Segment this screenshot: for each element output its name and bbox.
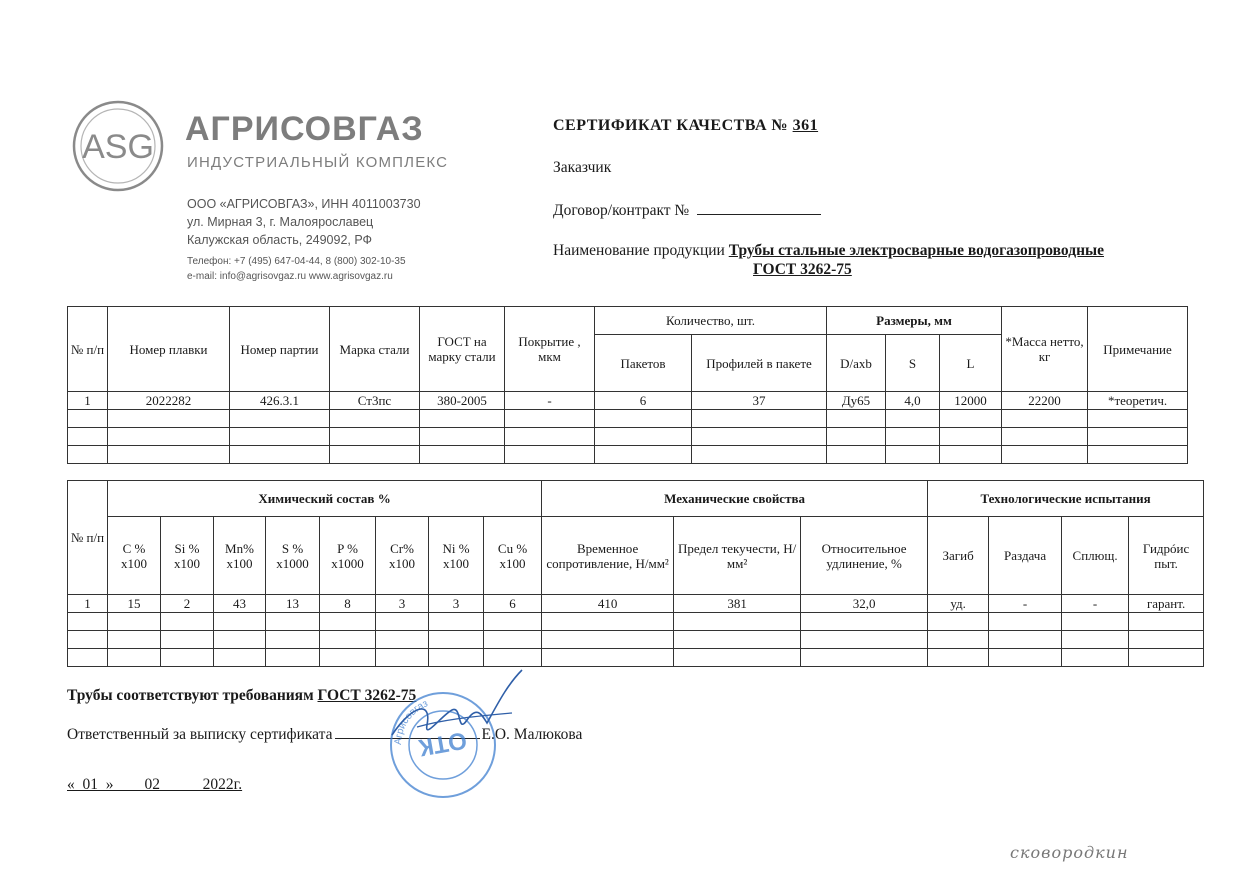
company-details [187, 195, 421, 284]
hdr-c: C % x100 [108, 517, 161, 595]
conformity-text: Трубы соответствуют требованиям [67, 687, 314, 704]
hdr-coating: Покрытие , мкм [505, 307, 595, 392]
cell-d: Ду65 [827, 392, 886, 410]
brand-subtitle: ИНДУСТРИАЛЬНЫЙ КОМПЛЕКС [187, 154, 449, 171]
hdr-yield: Предел текучести, Н/мм² [674, 517, 801, 595]
hdr-tensile: Временное сопротивление, Н/мм² [542, 517, 674, 595]
company-phone: Телефон: +7 (495) 647-04-44, 8 (800) 302-10-35 [187, 256, 406, 267]
cell-c: 15 [108, 595, 161, 613]
cell-batch: 426.3.1 [230, 392, 330, 410]
hdr-s: S [886, 335, 940, 392]
conformity-standard: ГОСТ 3262-75 [317, 687, 417, 704]
brand-name: АГРИСОВГАЗ [185, 110, 424, 148]
hdr-cu: Cu % x100 [484, 517, 542, 595]
cell-s: 13 [266, 595, 320, 613]
conformity-statement [67, 687, 416, 705]
product-label: Наименование продукции [553, 242, 725, 259]
hdr-hydro: Гидрóис пыт. [1129, 517, 1204, 595]
cell-num: 1 [68, 392, 108, 410]
product-field [553, 242, 1104, 260]
cell-coating: - [505, 392, 595, 410]
stamp-center-text: ОТК [416, 726, 469, 761]
cell-flatten: - [1062, 595, 1129, 613]
cell-gost: 380-2005 [420, 392, 505, 410]
company-logo [72, 100, 164, 192]
cell-cu: 6 [484, 595, 542, 613]
hdr-ni: Ni % x100 [429, 517, 484, 595]
stamp-ring-text: Агрисовгаз [392, 698, 430, 746]
company-line-1: ООО «АГРИСОВГАЗ», ИНН 4011003730 [187, 197, 421, 211]
cell-mn: 43 [214, 595, 266, 613]
cell-hydro: гарант. [1129, 595, 1204, 613]
hdr-cr: Cr% x100 [376, 517, 429, 595]
hdr-bend: Загиб [928, 517, 989, 595]
hdr-l: L [940, 335, 1002, 392]
cell-num: 1 [68, 595, 108, 613]
certificate-title [553, 117, 818, 135]
hdr-profiles: Профилей в пакете [692, 335, 827, 392]
cell-ni: 3 [429, 595, 484, 613]
hdr-mass: *Масса нетто, кг [1002, 307, 1088, 392]
hdr-num: № п/п [68, 481, 108, 595]
hdr-dimensions: Размеры, мм [827, 307, 1002, 335]
contract-blank-line [697, 200, 821, 215]
product-value: Трубы стальные электросварные водогазопроводные [728, 242, 1104, 259]
contract-label: Договор/контракт № [553, 202, 690, 219]
cell-flare: - [989, 595, 1062, 613]
cell-packages: 6 [595, 392, 692, 410]
hdr-tech: Технологические испытания [928, 481, 1204, 517]
empty-row [68, 428, 1188, 446]
customer-label: Заказчик [553, 159, 612, 176]
cell-tensile: 410 [542, 595, 674, 613]
logo-letters: ASG [82, 128, 154, 166]
cell-cr: 3 [376, 595, 429, 613]
product-standard: ГОСТ 3262-75 [753, 261, 852, 278]
company-line-3: Калужская область, 249092, РФ [187, 233, 373, 247]
table-row [68, 595, 1204, 613]
cell-elong: 32,0 [801, 595, 928, 613]
empty-row [68, 410, 1188, 428]
company-email: e-mail: info@agrisovgaz.ru www.agrisovgaz.ru [187, 271, 393, 282]
certificate-title-label: СЕРТИФИКАТ КАЧЕСТВА № [553, 117, 789, 134]
cell-melt: 2022282 [108, 392, 230, 410]
responsible-label: Ответственный за выписку сертификата [67, 726, 333, 743]
product-table [67, 306, 1188, 464]
empty-row [68, 446, 1188, 464]
company-line-2: ул. Мирная 3, г. Малоярославец [187, 215, 374, 229]
hdr-batch: Номер партии [230, 307, 330, 392]
hdr-d: D/axb [827, 335, 886, 392]
cell-note: *теоретич. [1088, 392, 1188, 410]
handwritten-note: сковородкин [1010, 843, 1129, 862]
cell-p: 8 [320, 595, 376, 613]
cell-grade: Ст3пс [330, 392, 420, 410]
properties-table [67, 480, 1204, 667]
certificate-number: 361 [792, 117, 819, 134]
hdr-chem: Химический состав % [108, 481, 542, 517]
hdr-note: Примечание [1088, 307, 1188, 392]
hdr-p: P % x1000 [320, 517, 376, 595]
hdr-mn: Mn% x100 [214, 517, 266, 595]
hdr-mech: Механические свойства [542, 481, 928, 517]
hdr-num: № п/п [68, 307, 108, 392]
hdr-melt: Номер плавки [108, 307, 230, 392]
issue-date: « 01 » 02 2022г. [67, 776, 243, 793]
responsible-name: Е.О. Малюкова [481, 726, 583, 743]
cell-profiles: 37 [692, 392, 827, 410]
cell-yield: 381 [674, 595, 801, 613]
signature [372, 665, 542, 760]
cell-s: 4,0 [886, 392, 940, 410]
hdr-flare: Раздача [989, 517, 1062, 595]
hdr-quantity: Количество, шт. [595, 307, 827, 335]
cell-bend: уд. [928, 595, 989, 613]
cell-si: 2 [161, 595, 214, 613]
hdr-s: S % x1000 [266, 517, 320, 595]
table-row [68, 392, 1188, 410]
hdr-gost: ГОСТ на марку стали [420, 307, 505, 392]
hdr-grade: Марка стали [330, 307, 420, 392]
empty-row [68, 631, 1204, 649]
hdr-si: Si % x100 [161, 517, 214, 595]
cell-l: 12000 [940, 392, 1002, 410]
hdr-flatten: Сплющ. [1062, 517, 1129, 595]
cell-mass: 22200 [1002, 392, 1088, 410]
contract-field [553, 200, 821, 220]
hdr-packages: Пакетов [595, 335, 692, 392]
empty-row [68, 613, 1204, 631]
empty-row [68, 649, 1204, 667]
hdr-elong: Относительное удлинение, % [801, 517, 928, 595]
